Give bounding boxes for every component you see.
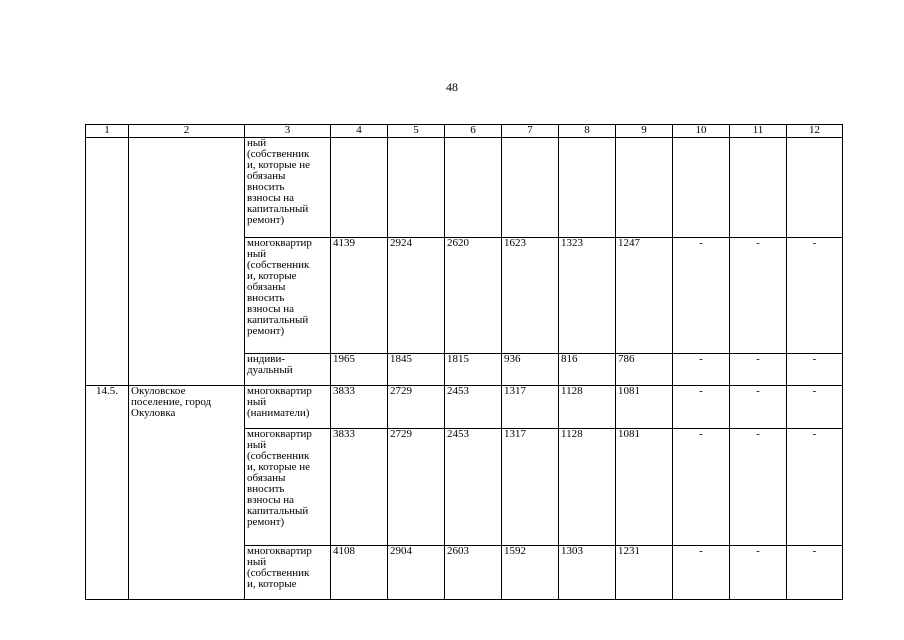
housing-type-cell: многоквартир ный (собственник и, которые — [245, 546, 331, 600]
value-cell: 2453 — [445, 429, 502, 546]
value-cell: 4108 — [331, 546, 388, 600]
value-cell: 816 — [559, 354, 616, 386]
value-cell: 936 — [502, 354, 559, 386]
value-cell: 4139 — [331, 238, 388, 354]
value-cell — [616, 138, 673, 238]
value-cell — [673, 138, 730, 238]
row-number-cell — [86, 138, 129, 386]
housing-type-cell: многоквартир ный (собственник и, которые обязаны вносить взносы на капитальный ремонт) — [245, 238, 331, 354]
housing-type-cell: многоквартир ный (наниматели) — [245, 386, 331, 429]
value-cell: - — [787, 546, 843, 600]
value-cell: 786 — [616, 354, 673, 386]
value-cell: - — [730, 386, 787, 429]
value-cell: - — [730, 238, 787, 354]
value-cell: 2729 — [388, 386, 445, 429]
value-cell: 1081 — [616, 429, 673, 546]
value-cell: 2729 — [388, 429, 445, 546]
table-row — [86, 138, 843, 238]
value-cell — [445, 138, 502, 238]
value-cell: 1231 — [616, 546, 673, 600]
value-cell: 1323 — [559, 238, 616, 354]
header-cell: 6 — [445, 125, 502, 138]
table-row — [86, 386, 843, 429]
header-cell: 2 — [129, 125, 245, 138]
value-cell: 2904 — [388, 546, 445, 600]
housing-type-cell: индиви- дуальный — [245, 354, 331, 386]
value-cell: - — [673, 238, 730, 354]
value-cell: - — [673, 354, 730, 386]
value-cell: 1303 — [559, 546, 616, 600]
value-cell: 1128 — [559, 386, 616, 429]
value-cell: 3833 — [331, 429, 388, 546]
settlement-cell: Окуловское поселение, город Окуловка — [129, 386, 245, 600]
header-cell: 9 — [616, 125, 673, 138]
header-cell: 12 — [787, 125, 843, 138]
value-cell: 1081 — [616, 386, 673, 429]
value-cell — [388, 138, 445, 238]
housing-type-cell: ный (собственник и, которые не обязаны вносить взносы на капитальный ремонт) — [245, 138, 331, 238]
header-cell: 4 — [331, 125, 388, 138]
tariff-table — [85, 124, 843, 600]
header-cell: 3 — [245, 125, 331, 138]
value-cell: - — [730, 546, 787, 600]
value-cell: - — [730, 429, 787, 546]
value-cell: 1623 — [502, 238, 559, 354]
value-cell — [559, 138, 616, 238]
value-cell: 1845 — [388, 354, 445, 386]
value-cell: 1128 — [559, 429, 616, 546]
housing-type-cell: многоквартир ный (собственник и, которые не обязаны вносить взносы на капитальный ремонт) — [245, 429, 331, 546]
value-cell: 1592 — [502, 546, 559, 600]
value-cell: - — [787, 386, 843, 429]
row-number-cell: 14.5. — [86, 386, 129, 600]
value-cell: - — [787, 238, 843, 354]
value-cell: - — [673, 546, 730, 600]
value-cell — [331, 138, 388, 238]
value-cell: 2603 — [445, 546, 502, 600]
value-cell: - — [787, 429, 843, 546]
value-cell: 1317 — [502, 386, 559, 429]
value-cell — [787, 138, 843, 238]
value-cell: 1965 — [331, 354, 388, 386]
value-cell: 1247 — [616, 238, 673, 354]
header-cell: 10 — [673, 125, 730, 138]
value-cell: 1317 — [502, 429, 559, 546]
value-cell: 3833 — [331, 386, 388, 429]
page-number: 48 — [446, 80, 458, 94]
value-cell: - — [787, 354, 843, 386]
value-cell: 2620 — [445, 238, 502, 354]
value-cell: - — [730, 354, 787, 386]
value-cell: 2924 — [388, 238, 445, 354]
header-cell: 8 — [559, 125, 616, 138]
value-cell — [730, 138, 787, 238]
value-cell: 1815 — [445, 354, 502, 386]
header-row — [86, 125, 843, 138]
settlement-cell — [129, 138, 245, 386]
header-cell: 11 — [730, 125, 787, 138]
header-cell: 1 — [86, 125, 129, 138]
header-cell: 7 — [502, 125, 559, 138]
value-cell — [502, 138, 559, 238]
value-cell: - — [673, 386, 730, 429]
value-cell: 2453 — [445, 386, 502, 429]
header-cell: 5 — [388, 125, 445, 138]
value-cell: - — [673, 429, 730, 546]
